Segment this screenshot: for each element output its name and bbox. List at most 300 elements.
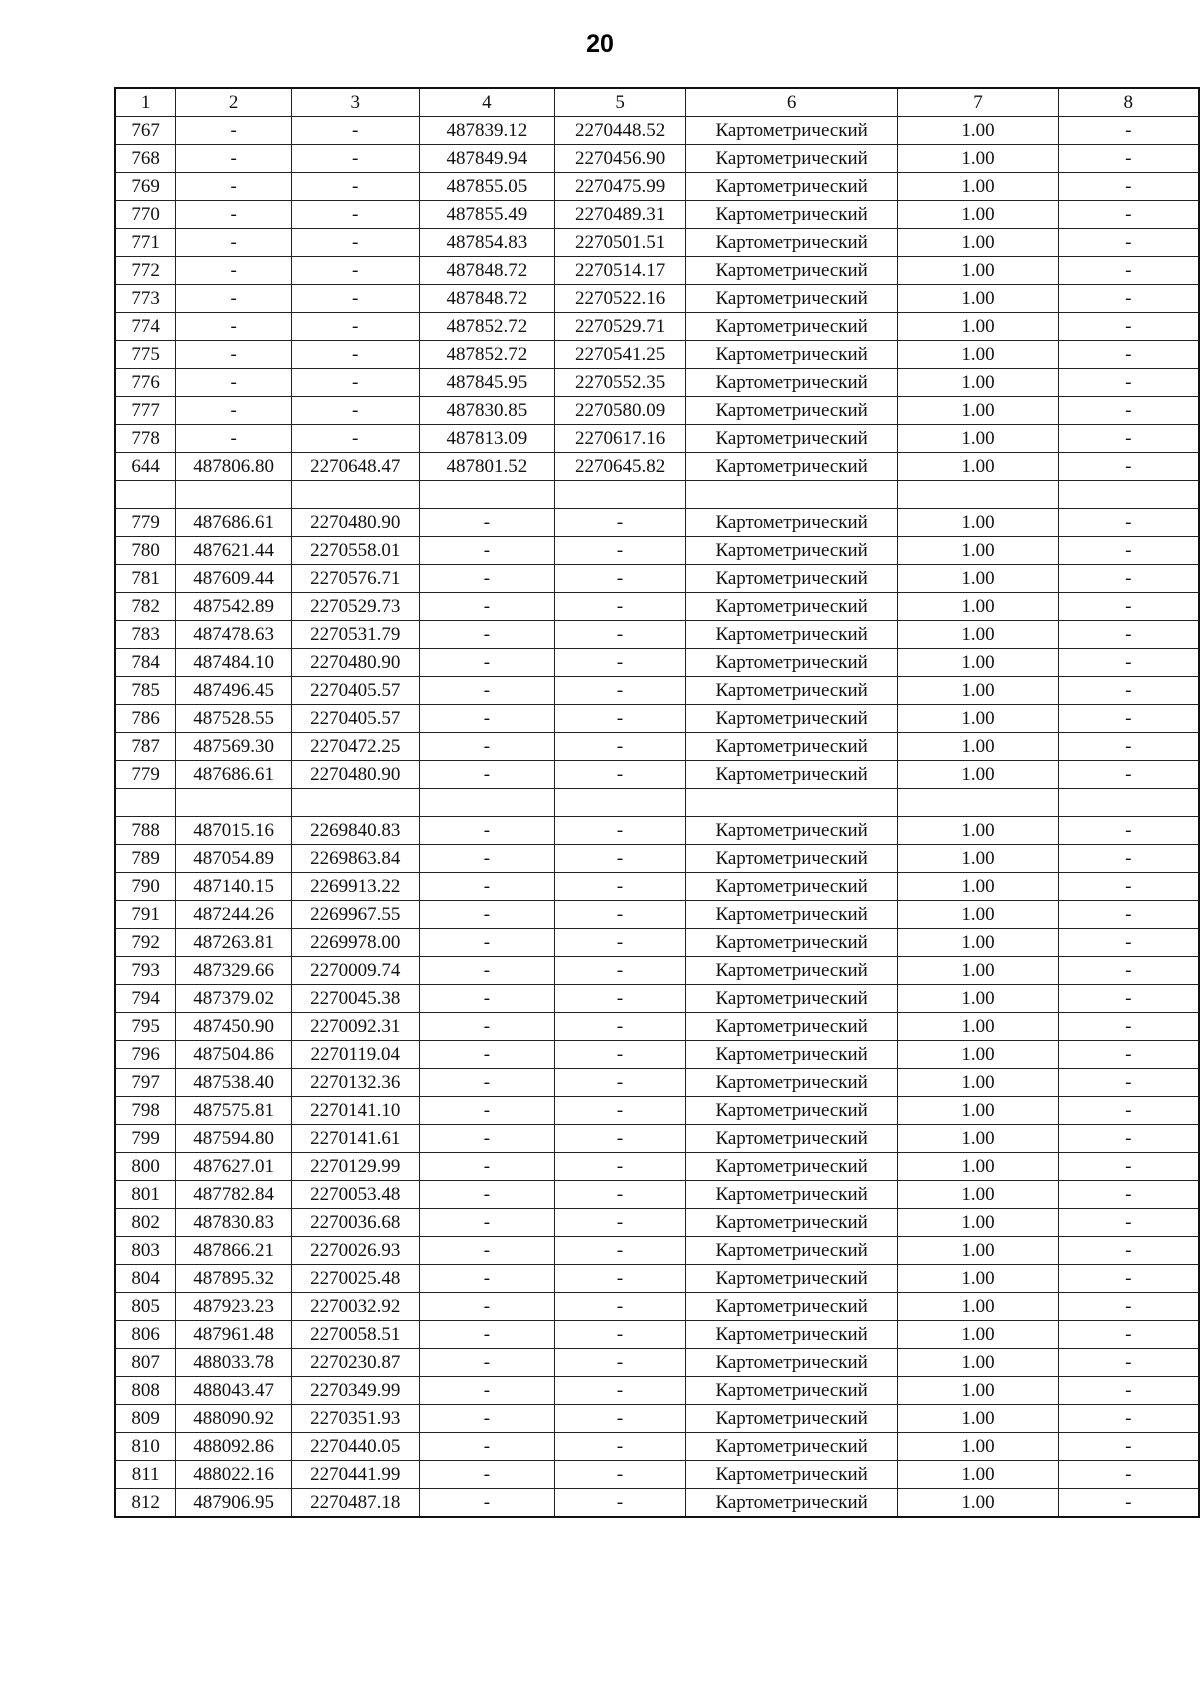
table-cell-col-7: 1.00 <box>898 705 1058 733</box>
table-cell-col-8: - <box>1058 929 1199 957</box>
table-cell-col-7: 1.00 <box>898 1097 1058 1125</box>
table-cell-col-2: 488033.78 <box>176 1349 292 1377</box>
table-cell-col-2: 487478.63 <box>176 621 292 649</box>
table-cell-col-7: 1.00 <box>898 313 1058 341</box>
table-cell-col-3 <box>291 789 419 817</box>
table-cell-col-2: 487569.30 <box>176 733 292 761</box>
table-cell-col-3: 2270230.87 <box>291 1349 419 1377</box>
table-cell-col-4: - <box>419 1125 555 1153</box>
table-cell-col-2: 488022.16 <box>176 1461 292 1489</box>
table-cell-col-4: - <box>419 1069 555 1097</box>
table-cell-col-6: Картометрический <box>685 1125 898 1153</box>
table-cell-col-1: 774 <box>115 313 176 341</box>
table-cell-col-5: - <box>555 733 685 761</box>
table-cell-col-4: - <box>419 817 555 845</box>
table-cell-col-1: 807 <box>115 1349 176 1377</box>
table-cell-col-6: Картометрический <box>685 1433 898 1461</box>
table-cell-col-1: 800 <box>115 1153 176 1181</box>
table-cell-col-5: 2270617.16 <box>555 425 685 453</box>
table-cell-col-7: 1.00 <box>898 817 1058 845</box>
table-cell-col-3: 2270141.10 <box>291 1097 419 1125</box>
table-row <box>115 369 1199 397</box>
table-cell-col-6: Картометрический <box>685 201 898 229</box>
table-cell-col-1: 803 <box>115 1237 176 1265</box>
table-cell-col-4: 487849.94 <box>419 145 555 173</box>
table-cell-col-8: - <box>1058 733 1199 761</box>
table-cell-col-8: - <box>1058 1461 1199 1489</box>
table-row <box>115 1125 1199 1153</box>
table-cell-col-1: 780 <box>115 537 176 565</box>
table-cell-col-7 <box>898 481 1058 509</box>
table-cell-col-3: 2270349.99 <box>291 1377 419 1405</box>
table-cell-col-5: - <box>555 985 685 1013</box>
table-cell-col-8: - <box>1058 761 1199 789</box>
table-cell-col-3: 2270648.47 <box>291 453 419 481</box>
table-cell-col-7: 1.00 <box>898 341 1058 369</box>
table-cell-col-8: - <box>1058 593 1199 621</box>
table-cell-col-3: 2270529.73 <box>291 593 419 621</box>
table-cell-col-1 <box>115 481 176 509</box>
table-cell-col-2: 487379.02 <box>176 985 292 1013</box>
table-cell-col-7: 1.00 <box>898 873 1058 901</box>
table-row <box>115 845 1199 873</box>
table-cell-col-7: 1.00 <box>898 1041 1058 1069</box>
table-cell-col-7: 1.00 <box>898 1181 1058 1209</box>
table-cell-col-3: 2270092.31 <box>291 1013 419 1041</box>
table-cell-col-5: - <box>555 1069 685 1097</box>
table-cell-col-1: 808 <box>115 1377 176 1405</box>
table-cell-col-2: - <box>176 341 292 369</box>
table-row <box>115 145 1199 173</box>
table-row <box>115 1405 1199 1433</box>
table-cell-col-8: - <box>1058 1265 1199 1293</box>
table-cell-col-6: Картометрический <box>685 1041 898 1069</box>
table-cell-col-6: Картометрический <box>685 537 898 565</box>
table-cell-col-1: 773 <box>115 285 176 313</box>
table-cell-col-6: Картометрический <box>685 453 898 481</box>
table-cell-col-3: 2270480.90 <box>291 649 419 677</box>
table-cell-col-4: - <box>419 761 555 789</box>
table-row <box>115 1041 1199 1069</box>
table-cell-col-5: - <box>555 1349 685 1377</box>
table-cell-col-6: Картометрический <box>685 1461 898 1489</box>
table-cell-col-4: - <box>419 1181 555 1209</box>
table-cell-col-6: Картометрический <box>685 1349 898 1377</box>
table-cell-col-5: - <box>555 649 685 677</box>
table-cell-col-2: 487329.66 <box>176 957 292 985</box>
table-cell-col-2: - <box>176 173 292 201</box>
table-cell-col-3: 2270036.68 <box>291 1209 419 1237</box>
table-cell-col-4: - <box>419 1461 555 1489</box>
table-cell-col-2: 487594.80 <box>176 1125 292 1153</box>
table-cell-col-5: 2270448.52 <box>555 117 685 145</box>
table-row <box>115 761 1199 789</box>
table-cell-col-2: - <box>176 257 292 285</box>
table-cell-col-8: - <box>1058 1097 1199 1125</box>
coordinates-table <box>114 87 1200 1518</box>
table-cell-col-8: - <box>1058 1489 1199 1518</box>
table-cell-col-1: 797 <box>115 1069 176 1097</box>
table-row <box>115 901 1199 929</box>
table-cell-col-1: 783 <box>115 621 176 649</box>
table-cell-col-8: - <box>1058 845 1199 873</box>
table-row <box>115 1377 1199 1405</box>
table-cell-col-2: 487923.23 <box>176 1293 292 1321</box>
table-cell-col-2: - <box>176 201 292 229</box>
table-cell-col-2 <box>176 481 292 509</box>
table-cell-col-6: Картометрический <box>685 341 898 369</box>
table-row <box>115 257 1199 285</box>
table-cell-col-1: 793 <box>115 957 176 985</box>
table-cell-col-1: 777 <box>115 397 176 425</box>
table-cell-col-4: - <box>419 1405 555 1433</box>
table-cell-col-7: 1.00 <box>898 761 1058 789</box>
table-cell-col-1: 806 <box>115 1321 176 1349</box>
table-cell-col-6: Картометрический <box>685 1293 898 1321</box>
table-row <box>115 565 1199 593</box>
table-cell-col-8: - <box>1058 117 1199 145</box>
table-cell-col-8: - <box>1058 425 1199 453</box>
table-row <box>115 313 1199 341</box>
table-cell-col-5: - <box>555 1321 685 1349</box>
table-cell-col-8: - <box>1058 873 1199 901</box>
table-cell-col-1: 779 <box>115 761 176 789</box>
table-cell-col-3: - <box>291 313 419 341</box>
table-cell-col-4: - <box>419 929 555 957</box>
table-cell-col-6: Картометрический <box>685 873 898 901</box>
table-cell-col-7: 1.00 <box>898 509 1058 537</box>
table-cell-col-1: 812 <box>115 1489 176 1518</box>
table-cell-col-3: - <box>291 229 419 257</box>
table-cell-col-3: - <box>291 341 419 369</box>
table-cell-col-3: 2270026.93 <box>291 1237 419 1265</box>
table-cell-col-6 <box>685 481 898 509</box>
table-cell-col-7: 1.00 <box>898 1013 1058 1041</box>
table-cell-col-7: 1.00 <box>898 901 1058 929</box>
table-cell-col-4: - <box>419 1265 555 1293</box>
table-cell-col-7: 1.00 <box>898 397 1058 425</box>
table-cell-col-6: Картометрический <box>685 621 898 649</box>
table-cell-col-7: 1.00 <box>898 1153 1058 1181</box>
table-row <box>115 705 1199 733</box>
table-cell-col-4: - <box>419 1237 555 1265</box>
table-cell-col-3: - <box>291 117 419 145</box>
table-cell-col-4: 487855.49 <box>419 201 555 229</box>
table-cell-col-5: 2270552.35 <box>555 369 685 397</box>
table-cell-col-3: 2270558.01 <box>291 537 419 565</box>
table-cell-col-6: Картометрический <box>685 901 898 929</box>
table-cell-col-8: - <box>1058 1237 1199 1265</box>
table-cell-col-3: - <box>291 145 419 173</box>
table-cell-col-2: - <box>176 229 292 257</box>
table-row <box>115 509 1199 537</box>
table-cell-col-7: 1.00 <box>898 677 1058 705</box>
table-cell-col-6: Картометрический <box>685 593 898 621</box>
table-cell-col-6: Картометрический <box>685 145 898 173</box>
table-cell-col-4: - <box>419 733 555 761</box>
table-cell-col-7: 1.00 <box>898 1489 1058 1518</box>
table-row <box>115 1181 1199 1209</box>
table-cell-col-5: - <box>555 621 685 649</box>
table-cell-col-3: 2270119.04 <box>291 1041 419 1069</box>
table-cell-col-2: 487686.61 <box>176 509 292 537</box>
table-cell-col-8: - <box>1058 1377 1199 1405</box>
table-cell-col-8: - <box>1058 985 1199 1013</box>
table-cell-col-3: 2270351.93 <box>291 1405 419 1433</box>
header-cell-3: 3 <box>291 88 419 117</box>
table-cell-col-1: 781 <box>115 565 176 593</box>
table-cell-col-4: - <box>419 1321 555 1349</box>
table-header <box>115 88 1199 117</box>
header-cell-1: 1 <box>115 88 176 117</box>
table-cell-col-6: Картометрический <box>685 985 898 1013</box>
table-cell-col-3: 2270472.25 <box>291 733 419 761</box>
table-row <box>115 733 1199 761</box>
table-cell-col-8: - <box>1058 397 1199 425</box>
table-row <box>115 1153 1199 1181</box>
table-row <box>115 1069 1199 1097</box>
table-cell-col-1: 810 <box>115 1433 176 1461</box>
page-number: 20 <box>586 30 614 58</box>
table-cell-col-8: - <box>1058 453 1199 481</box>
table-cell-col-1: 776 <box>115 369 176 397</box>
table-cell-col-6: Картометрический <box>685 285 898 313</box>
table-cell-col-3: 2270132.36 <box>291 1069 419 1097</box>
table-row <box>115 1349 1199 1377</box>
table-cell-col-8 <box>1058 481 1199 509</box>
table-cell-col-1: 805 <box>115 1293 176 1321</box>
table-cell-col-4: - <box>419 1013 555 1041</box>
table-cell-col-6: Картометрический <box>685 1153 898 1181</box>
table-cell-col-6: Картометрический <box>685 649 898 677</box>
table-cell-col-8: - <box>1058 341 1199 369</box>
table-cell-col-8: - <box>1058 257 1199 285</box>
table-cell-col-7: 1.00 <box>898 957 1058 985</box>
table-cell-col-4: - <box>419 649 555 677</box>
table-cell-col-6: Картометрический <box>685 1405 898 1433</box>
table-cell-col-7: 1.00 <box>898 845 1058 873</box>
table-cell-col-4: - <box>419 901 555 929</box>
header-cell-6: 6 <box>685 88 898 117</box>
table-cell-col-3: - <box>291 285 419 313</box>
table-cell-col-2: 487140.15 <box>176 873 292 901</box>
table-cell-col-5: - <box>555 901 685 929</box>
table-cell-col-4: - <box>419 621 555 649</box>
table-cell-col-5: - <box>555 565 685 593</box>
table-cell-col-5: - <box>555 1209 685 1237</box>
table-cell-col-4: - <box>419 537 555 565</box>
table-cell-col-6: Картометрический <box>685 1237 898 1265</box>
table-cell-col-4: - <box>419 1097 555 1125</box>
table-cell-col-1: 801 <box>115 1181 176 1209</box>
table-cell-col-5: - <box>555 1489 685 1518</box>
table-cell-col-2: 487542.89 <box>176 593 292 621</box>
table-row <box>115 1237 1199 1265</box>
table-cell-col-8: - <box>1058 565 1199 593</box>
table-cell-col-4: 487848.72 <box>419 285 555 313</box>
table-cell-col-5: - <box>555 1041 685 1069</box>
table-cell-col-2: 487538.40 <box>176 1069 292 1097</box>
table-cell-col-5: 2270475.99 <box>555 173 685 201</box>
table-cell-col-7: 1.00 <box>898 201 1058 229</box>
table-cell-col-1: 771 <box>115 229 176 257</box>
table-cell-col-5: - <box>555 1405 685 1433</box>
table-cell-col-2: - <box>176 117 292 145</box>
table-row <box>115 677 1199 705</box>
table-cell-col-5: - <box>555 1153 685 1181</box>
table-cell-col-7: 1.00 <box>898 285 1058 313</box>
table-cell-col-4: 487854.83 <box>419 229 555 257</box>
table-cell-col-8: - <box>1058 145 1199 173</box>
table-cell-col-5: 2270514.17 <box>555 257 685 285</box>
table-cell-col-4: - <box>419 1209 555 1237</box>
table-row <box>115 789 1199 817</box>
table-cell-col-2: 488092.86 <box>176 1433 292 1461</box>
table-cell-col-6 <box>685 789 898 817</box>
table-row <box>115 929 1199 957</box>
table-cell-col-7: 1.00 <box>898 117 1058 145</box>
table-cell-col-1: 796 <box>115 1041 176 1069</box>
header-cell-2: 2 <box>176 88 292 117</box>
table-cell-col-5: - <box>555 1293 685 1321</box>
table-cell-col-6: Картометрический <box>685 173 898 201</box>
table-cell-col-3: 2270405.57 <box>291 677 419 705</box>
table-cell-col-3: 2269967.55 <box>291 901 419 929</box>
table-cell-col-6: Картометрический <box>685 369 898 397</box>
table-cell-col-2: 487054.89 <box>176 845 292 873</box>
table-cell-col-3: 2270025.48 <box>291 1265 419 1293</box>
table-cell-col-3: 2269863.84 <box>291 845 419 873</box>
table-cell-col-7: 1.00 <box>898 1237 1058 1265</box>
table-cell-col-5: - <box>555 1265 685 1293</box>
table-cell-col-7: 1.00 <box>898 145 1058 173</box>
table-cell-col-4: - <box>419 677 555 705</box>
table-cell-col-2: 487906.95 <box>176 1489 292 1518</box>
table-cell-col-8: - <box>1058 705 1199 733</box>
table-cell-col-4: - <box>419 957 555 985</box>
table-cell-col-2: 487866.21 <box>176 1237 292 1265</box>
table-cell-col-1: 772 <box>115 257 176 285</box>
table-cell-col-2: 487504.86 <box>176 1041 292 1069</box>
table-cell-col-8 <box>1058 789 1199 817</box>
table-cell-col-1: 782 <box>115 593 176 621</box>
table-cell-col-7: 1.00 <box>898 1405 1058 1433</box>
table-cell-col-7: 1.00 <box>898 929 1058 957</box>
table-cell-col-7: 1.00 <box>898 173 1058 201</box>
table-cell-col-2: - <box>176 285 292 313</box>
table-cell-col-3: 2270032.92 <box>291 1293 419 1321</box>
table-cell-col-7: 1.00 <box>898 425 1058 453</box>
table-cell-col-5: - <box>555 929 685 957</box>
table-row <box>115 229 1199 257</box>
table-cell-col-4: - <box>419 1349 555 1377</box>
table-row <box>115 201 1199 229</box>
table-cell-col-7 <box>898 789 1058 817</box>
table-cell-col-5: 2270541.25 <box>555 341 685 369</box>
table-cell-col-4: - <box>419 985 555 1013</box>
table-cell-col-1: 795 <box>115 1013 176 1041</box>
table-cell-col-5: - <box>555 957 685 985</box>
table-cell-col-1: 790 <box>115 873 176 901</box>
table-cell-col-2 <box>176 789 292 817</box>
table-cell-col-1: 767 <box>115 117 176 145</box>
table-cell-col-8: - <box>1058 229 1199 257</box>
table-cell-col-8: - <box>1058 1293 1199 1321</box>
table-cell-col-2: 487528.55 <box>176 705 292 733</box>
table-row <box>115 1097 1199 1125</box>
table-cell-col-7: 1.00 <box>898 621 1058 649</box>
table-cell-col-2: 487830.83 <box>176 1209 292 1237</box>
table-cell-col-8: - <box>1058 1125 1199 1153</box>
table-row <box>115 649 1199 677</box>
table-row <box>115 985 1199 1013</box>
table-cell-col-7: 1.00 <box>898 369 1058 397</box>
table-cell-col-8: - <box>1058 285 1199 313</box>
table-cell-col-6: Картометрический <box>685 705 898 733</box>
table-cell-col-6: Картометрический <box>685 229 898 257</box>
table-row <box>115 1461 1199 1489</box>
table-cell-col-5: 2270522.16 <box>555 285 685 313</box>
table-row <box>115 537 1199 565</box>
table-cell-col-4: - <box>419 705 555 733</box>
table-cell-col-5 <box>555 481 685 509</box>
table-cell-col-2: 487609.44 <box>176 565 292 593</box>
table-cell-col-2: 487263.81 <box>176 929 292 957</box>
table-cell-col-8: - <box>1058 509 1199 537</box>
table-cell-col-5: - <box>555 1097 685 1125</box>
table-cell-col-6: Картометрический <box>685 761 898 789</box>
table-row <box>115 173 1199 201</box>
header-cell-5: 5 <box>555 88 685 117</box>
table-cell-col-1: 792 <box>115 929 176 957</box>
table-cell-col-4: 487855.05 <box>419 173 555 201</box>
table-cell-col-2: 487484.10 <box>176 649 292 677</box>
table-cell-col-6: Картометрический <box>685 565 898 593</box>
table-row <box>115 425 1199 453</box>
table-cell-col-6: Картометрический <box>685 1265 898 1293</box>
table-cell-col-5: - <box>555 1461 685 1489</box>
table-cell-col-5: - <box>555 1181 685 1209</box>
table-cell-col-8: - <box>1058 537 1199 565</box>
table-cell-col-1: 794 <box>115 985 176 1013</box>
table-cell-col-5: - <box>555 677 685 705</box>
table-cell-col-2: 487806.80 <box>176 453 292 481</box>
table-row <box>115 1489 1199 1518</box>
table-cell-col-4: - <box>419 1153 555 1181</box>
table-cell-col-5: - <box>555 761 685 789</box>
table-cell-col-7: 1.00 <box>898 985 1058 1013</box>
table-cell-col-8: - <box>1058 1321 1199 1349</box>
table-cell-col-7: 1.00 <box>898 453 1058 481</box>
table-cell-col-3 <box>291 481 419 509</box>
table-cell-col-1: 768 <box>115 145 176 173</box>
table-cell-col-6: Картометрический <box>685 733 898 761</box>
table-cell-col-4: 487852.72 <box>419 313 555 341</box>
table-cell-col-4: 487852.72 <box>419 341 555 369</box>
table-cell-col-5: - <box>555 1013 685 1041</box>
table-cell-col-8: - <box>1058 1181 1199 1209</box>
table-cell-col-6: Картометрический <box>685 117 898 145</box>
table-cell-col-6: Картометрический <box>685 1069 898 1097</box>
header-row <box>115 88 1199 117</box>
table-row <box>115 117 1199 145</box>
table-cell-col-1: 785 <box>115 677 176 705</box>
table-cell-col-2: 488043.47 <box>176 1377 292 1405</box>
table-cell-col-1: 788 <box>115 817 176 845</box>
table-cell-col-4: 487848.72 <box>419 257 555 285</box>
table-cell-col-4: 487830.85 <box>419 397 555 425</box>
table-cell-col-2: - <box>176 425 292 453</box>
